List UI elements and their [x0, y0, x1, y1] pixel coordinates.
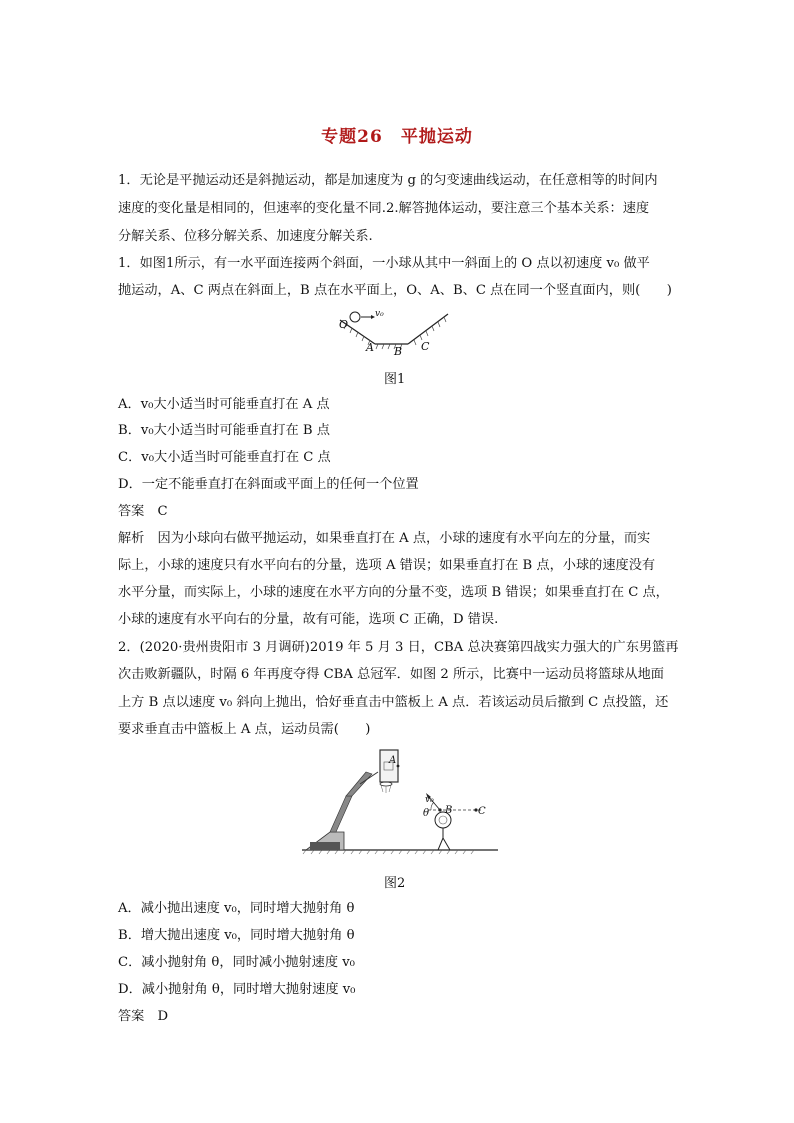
figure-1-label-b: B: [394, 345, 403, 358]
figure-1-label-a: A: [366, 341, 374, 354]
analysis-line: 解析 因为小球向右做平抛运动，如果垂直打在 A 点，小球的速度有水平向左的分量，而实: [118, 531, 651, 546]
answer: 答案 C: [118, 504, 168, 519]
page-title: 专题26 平抛运动: [321, 127, 473, 147]
analysis-line: 际上，小球的速度只有水平向右的分量，选项 A 错误；如果垂直打在 B 点，小球的速度没有: [118, 558, 656, 573]
figure-2-caption: 图2: [384, 876, 406, 891]
intro-line: 速度的变化量是相同的，但速率的变化量不同.2.解答抛体运动，要注意三个基本关系：速度: [118, 201, 650, 216]
intro-line: 分解关系、位移分解关系、加速度分解关系.: [118, 229, 373, 244]
option-b: B．v₀大小适当时可能垂直打在 B 点: [118, 423, 330, 438]
figure-2-label-c: C: [478, 806, 486, 817]
option-a: A．减小抛出速度 v₀，同时增大抛射角 θ: [118, 901, 355, 916]
option-c: C．v₀大小适当时可能垂直打在 C 点: [118, 450, 331, 465]
question-stem-line: 1．如图1所示，有一水平面连接两个斜面，一小球从其中一斜面上的 O 点以初速度 v₀ 做平: [118, 256, 650, 271]
option-c: C．减小抛射角 θ，同时减小抛射速度 v₀: [118, 955, 355, 970]
figure-2-basketball-diagram: [300, 744, 500, 856]
option-d: D．一定不能垂直打在斜面或平面上的任何一个位置: [118, 477, 419, 492]
option-b: B．增大抛出速度 v₀，同时增大抛射角 θ: [118, 928, 355, 943]
figure-1-label-o: O: [339, 318, 349, 331]
option-a: A．v₀大小适当时可能垂直打在 A 点: [118, 397, 330, 412]
answer: 答案 D: [118, 1009, 169, 1024]
question-stem-line: 上方 B 点以速度 v₀ 斜向上抛出，恰好垂直击中篮板上 A 点．若该运动员后撤到 C 点投篮，还: [118, 695, 669, 710]
figure-1-label-c: C: [421, 340, 430, 353]
figure-2-label-theta: θ: [423, 808, 430, 819]
option-d: D．减小抛射角 θ，同时增大抛射速度 v₀: [118, 982, 356, 997]
figure-1-caption: 图1: [384, 372, 406, 387]
figure-2-label-v0: v₀: [425, 795, 434, 805]
figure-2-label-a: A: [389, 755, 397, 766]
question-stem-line: 要求垂直击中篮板上 A 点，运动员需( ): [118, 722, 371, 737]
question-stem-line: 抛运动，A、C 两点在斜面上，B 点在水平面上，O、A、B、C 点在同一个竖直面内，则( ): [118, 283, 672, 298]
question-stem-line: 2．(2020·贵州贵阳市 3 月调研)2019 年 5 月 3 日，CBA 总决赛第四战实力强大的广东男篮再: [118, 640, 679, 655]
analysis-line: 小球的速度有水平向右的分量，故有可能，选项 C 正确，D 错误.: [118, 612, 499, 627]
analysis-line: 水平分量，而实际上，小球的速度在水平方向的分量不变，选项 B 错误；如果垂直打在 C 点，: [118, 585, 669, 600]
figure-2-label-b: B: [445, 805, 453, 816]
figure-1-label-v0: v₀: [375, 309, 384, 319]
intro-line: 1．无论是平抛运动还是斜抛运动，都是加速度为 g 的匀变速曲线运动，在任意相等的时间内: [118, 173, 658, 188]
question-stem-line: 次击败新疆队，时隔 6 年再度夺得 CBA 总冠军．如图 2 所示，比赛中一运动员将篮球从地面: [118, 667, 664, 682]
